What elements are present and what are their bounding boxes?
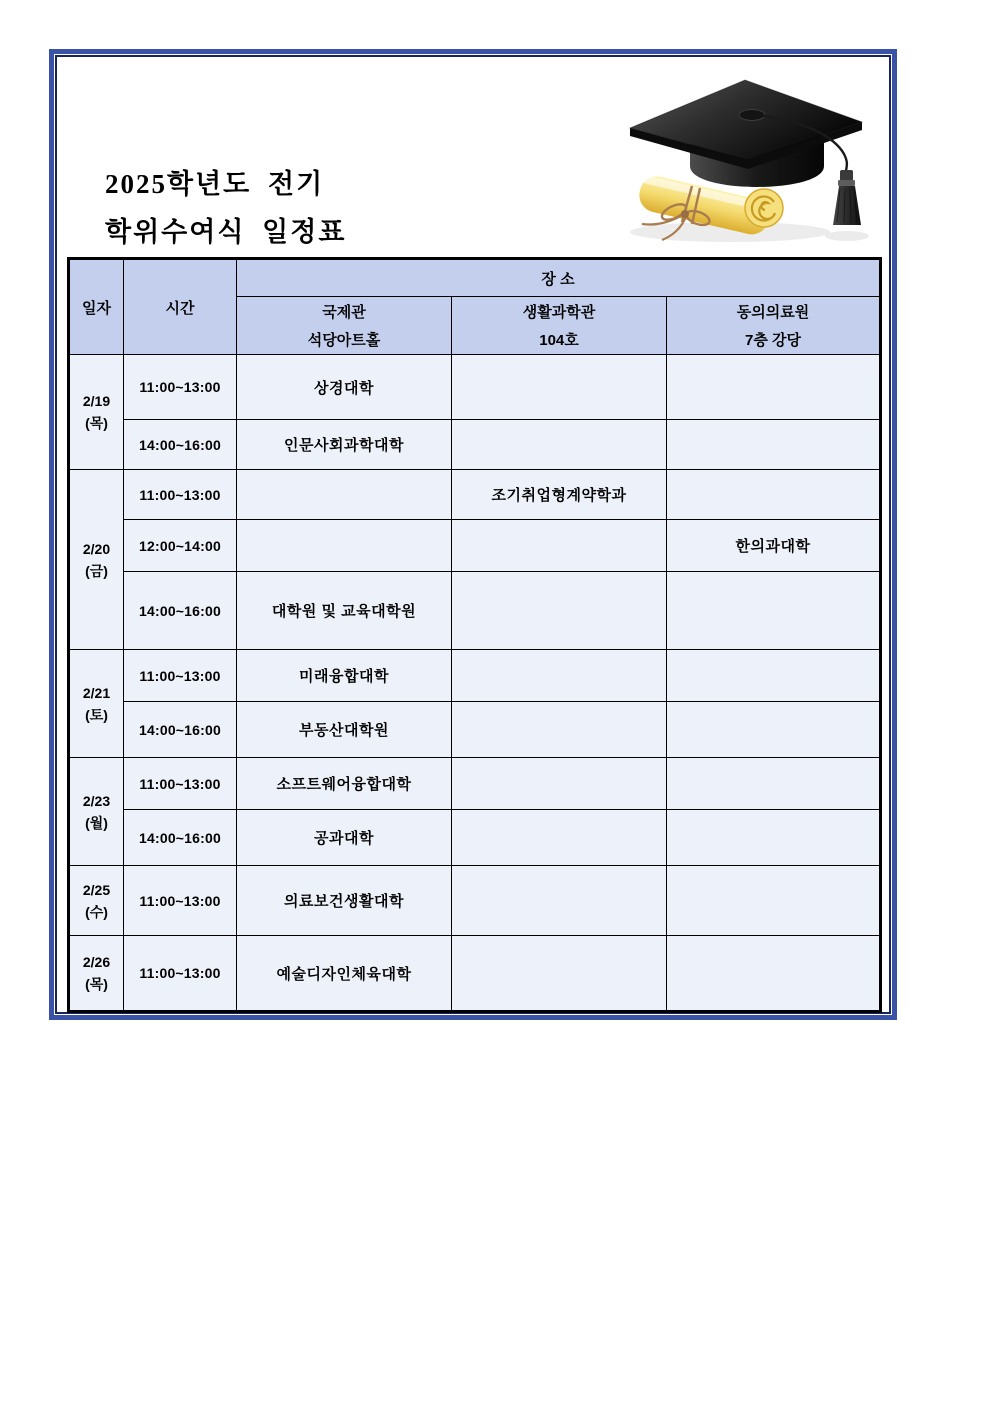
- venue-3-hall: 7층 강당: [745, 332, 801, 349]
- college-cell: [667, 758, 881, 810]
- col-header-venue-1: [237, 297, 452, 355]
- venue-2-hall: 104호: [539, 332, 579, 349]
- college-cell: 조기취업형계약학과: [452, 470, 667, 520]
- schedule-table: [67, 257, 882, 1013]
- time-cell: 12:00~14:00: [124, 520, 237, 572]
- table-row: [69, 702, 881, 758]
- college-cell: [452, 520, 667, 572]
- date-cell-2-25: [69, 866, 124, 936]
- date-text: 2/20: [82, 540, 111, 557]
- day-text: (목): [85, 976, 108, 992]
- table-row: [69, 355, 881, 420]
- college-cell: [452, 355, 667, 420]
- college-cell: [237, 470, 452, 520]
- college-cell: [452, 572, 667, 650]
- time-cell: 14:00~16:00: [124, 810, 237, 866]
- college-cell: [452, 866, 667, 936]
- college-cell: 부동산대학원: [237, 702, 452, 758]
- time-cell: 11:00~13:00: [124, 936, 237, 1012]
- table-row: [69, 650, 881, 702]
- page-title-line2: 학위수여식 일정표: [105, 217, 347, 247]
- college-cell: [667, 355, 881, 420]
- college-cell: [452, 936, 667, 1012]
- date-text: 2/19: [82, 393, 111, 409]
- date-cell-2-23: [69, 758, 124, 866]
- date-cell-2-19: [69, 355, 124, 470]
- time-cell: 14:00~16:00: [124, 572, 237, 650]
- venue-2-building: 생활과학관: [522, 304, 596, 321]
- college-cell: 인문사회과학대학: [237, 420, 452, 470]
- date-text: 2/26: [82, 954, 111, 970]
- tassel-shadow: [825, 231, 869, 241]
- college-cell: [667, 702, 881, 758]
- table-row: [69, 936, 881, 1012]
- college-cell: [452, 650, 667, 702]
- date-cell-2-21: [69, 650, 124, 758]
- table-row: [69, 520, 881, 572]
- time-cell: 11:00~13:00: [124, 758, 237, 810]
- college-cell: [667, 470, 881, 520]
- time-cell: 11:00~13:00: [124, 470, 237, 520]
- college-cell: 상경대학: [237, 355, 452, 420]
- college-cell: [452, 702, 667, 758]
- col-header-time: 시간: [124, 259, 237, 355]
- date-cell-2-26: [69, 936, 124, 1012]
- date-text: 2/21: [82, 684, 111, 701]
- table-row: [69, 810, 881, 866]
- time-cell: 14:00~16:00: [124, 702, 237, 758]
- col-header-location-group: 장 소: [237, 259, 881, 297]
- college-cell: [667, 866, 881, 936]
- page-title-line1: 2025학년도 전기: [105, 169, 325, 199]
- time-cell: 14:00~16:00: [124, 420, 237, 470]
- college-cell: [667, 650, 881, 702]
- college-cell: 한의과대학: [667, 520, 881, 572]
- time-cell: 11:00~13:00: [124, 866, 237, 936]
- tassel-head: [840, 170, 853, 181]
- college-cell: 예술디자인체육대학: [237, 936, 452, 1012]
- day-text: (월): [85, 814, 108, 831]
- table-row: [69, 866, 881, 936]
- date-text: 2/23: [82, 792, 111, 809]
- college-cell: [667, 936, 881, 1012]
- table-row: [69, 420, 881, 470]
- venue-1-hall: 석당아트홀: [307, 332, 381, 349]
- day-text: (수): [85, 903, 108, 920]
- table-row: [69, 758, 881, 810]
- college-cell: 대학원 및 교육대학원: [237, 572, 452, 650]
- date-text: 2/25: [82, 881, 111, 898]
- college-cell: [667, 810, 881, 866]
- table-row: [69, 572, 881, 650]
- day-text: (금): [85, 562, 108, 579]
- date-cell-2-20: [69, 470, 124, 650]
- college-cell: 미래융합대학: [237, 650, 452, 702]
- day-text: (토): [85, 706, 108, 723]
- college-cell: [452, 758, 667, 810]
- college-cell: [237, 520, 452, 572]
- college-cell: [667, 572, 881, 650]
- time-cell: 11:00~13:00: [124, 355, 237, 420]
- college-cell: 소프트웨어융합대학: [237, 758, 452, 810]
- cap-button: [739, 110, 765, 121]
- bow-knot: [681, 210, 689, 218]
- col-header-venue-3: [667, 297, 881, 355]
- college-cell: 의료보건생활대학: [237, 866, 452, 936]
- col-header-date: 일자: [69, 259, 124, 355]
- college-cell: 공과대학: [237, 810, 452, 866]
- time-cell: 11:00~13:00: [124, 650, 237, 702]
- college-cell: [452, 810, 667, 866]
- table-row: [69, 470, 881, 520]
- venue-3-building: 동의의료원: [736, 304, 810, 321]
- college-cell: [452, 420, 667, 470]
- college-cell: [667, 420, 881, 470]
- graduation-cap-image: [612, 62, 892, 252]
- day-text: (목): [85, 415, 108, 431]
- page-title: [105, 160, 346, 256]
- tassel-band: [838, 180, 855, 186]
- venue-1-building: 국제관: [322, 304, 366, 321]
- col-header-venue-2: [452, 297, 667, 355]
